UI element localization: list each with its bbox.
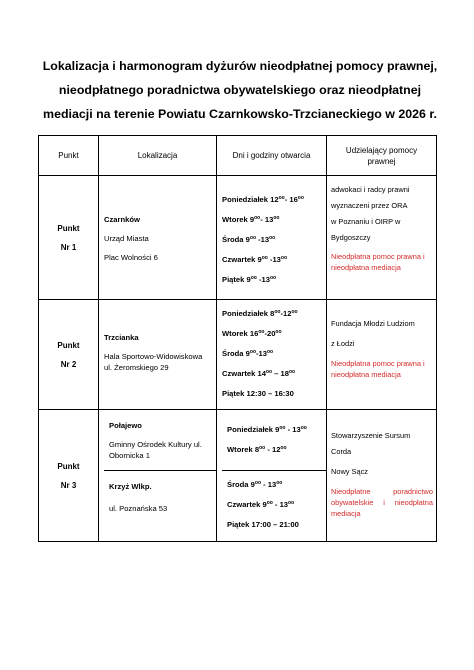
- table-row: [39, 410, 437, 542]
- end-hour: 12: [283, 309, 292, 318]
- end-hour: 13: [261, 275, 270, 284]
- page-title: [40, 54, 440, 126]
- start-minutes: oo: [261, 255, 268, 261]
- schedule-entry: [227, 424, 326, 435]
- time-separator: -: [261, 480, 268, 489]
- schedule-day: Poniedziałek: [222, 195, 269, 204]
- location-line: ul. Poznańska 53: [109, 504, 168, 513]
- start-minutes: oo: [254, 215, 261, 221]
- location-cell: [99, 300, 217, 410]
- schedule-entry: [222, 274, 326, 285]
- title-line-3: mediacji na terenie Powiatu Czarnkowsko-Trzcianeckiego w 2026 r.: [43, 107, 437, 121]
- schedule-day: Czwartek: [227, 500, 261, 509]
- punkt-label: Punkt: [57, 461, 80, 471]
- punkt-label: Punkt: [57, 223, 80, 233]
- schedule-day: Środa: [227, 480, 249, 489]
- end-minutes: oo: [273, 215, 280, 221]
- service-type: Nieodpłatne poradnictwo obywatelskie i nieodpłatna mediacja: [331, 487, 433, 518]
- start-minutes: oo: [265, 369, 273, 375]
- punkt-cell: [39, 410, 99, 542]
- end-minutes: oo: [297, 195, 304, 201]
- schedule-day: Piątek: [222, 275, 245, 284]
- time-separator: -: [256, 235, 261, 244]
- org-line: w Poznaniu i OIRP w: [331, 217, 401, 226]
- start-minutes: oo: [250, 275, 257, 281]
- location-line: Plac Wolności 6: [104, 253, 158, 262]
- org-line: Bydgoszczy: [331, 233, 371, 242]
- schedule-entry: [222, 214, 326, 225]
- schedule-day: Czwartek: [222, 369, 256, 378]
- end-minutes: oo: [280, 255, 288, 261]
- end-hour: 13: [267, 480, 277, 489]
- location-name: Trzcianka: [104, 333, 139, 342]
- schedule-entry: [222, 328, 326, 339]
- end-hour: 13: [279, 500, 289, 509]
- schedule-cell: [217, 300, 327, 410]
- punkt-label: Punkt: [57, 340, 80, 350]
- schedule-day: Środa: [222, 349, 244, 358]
- start-minutes: oo: [254, 480, 261, 486]
- end-hour: 13: [292, 425, 301, 434]
- end-minutes: oo: [291, 309, 298, 315]
- schedule-day: Czwartek: [222, 255, 256, 264]
- time-separator: -: [260, 215, 265, 224]
- end-minutes: oo: [269, 275, 277, 281]
- org-line: Nowy Sącz: [331, 467, 368, 476]
- org-line: wyznaczeni przez ORA: [331, 201, 408, 210]
- start-hour: 9: [257, 255, 262, 264]
- schedule-hours: 17:00 – 21:00: [251, 520, 299, 529]
- punkt-cell: [39, 300, 99, 410]
- start-hour: 12: [270, 195, 279, 204]
- end-minutes: oo: [276, 480, 283, 486]
- time-separator: -: [280, 309, 284, 318]
- schedule-day: Wtorek: [222, 215, 248, 224]
- location-line: Urząd Miasta: [104, 234, 149, 243]
- service-type: Nieodpłatna pomoc prawna i nieodpłatna mediacja: [331, 252, 425, 272]
- start-hour: 9: [245, 349, 250, 358]
- end-hour: 18: [280, 369, 289, 378]
- schedule-entry: [222, 308, 326, 319]
- location-line: Gminny Ośrodek Kultury ul.: [109, 440, 202, 449]
- header-lokalizacja: Lokalizacja: [99, 136, 217, 176]
- schedule-day: Piątek: [227, 520, 250, 529]
- location-line: Hala Sportowo-Widowiskowa: [104, 352, 203, 361]
- time-separator: -: [265, 445, 272, 454]
- header-punkt: Punkt: [39, 136, 99, 176]
- start-hour: 9: [250, 480, 255, 489]
- punkt-number: Nr 1: [60, 242, 77, 252]
- org-line: z Łodzi: [331, 339, 355, 348]
- schedule-entry: [222, 194, 326, 205]
- start-hour: 9: [262, 500, 267, 509]
- end-hour: 12: [271, 445, 281, 454]
- org-line: adwokaci i radcy prawni: [331, 185, 410, 194]
- schedule-day: Piątek: [222, 389, 245, 398]
- start-minutes: oo: [258, 329, 265, 335]
- start-hour: 14: [257, 369, 266, 378]
- end-hour: 13: [260, 235, 270, 244]
- start-hour: 9: [249, 215, 255, 224]
- start-hour: 9: [246, 275, 251, 284]
- location-name: Czarnków: [104, 215, 140, 224]
- start-hour: 16: [249, 329, 259, 338]
- schedule-cell: [217, 410, 327, 542]
- time-separator: –: [272, 369, 281, 378]
- time-separator: -: [256, 349, 259, 358]
- table-row: [39, 176, 437, 300]
- schedule-day: Środa: [222, 235, 244, 244]
- schedule-day: Wtorek: [222, 329, 248, 338]
- title-line-2: nieodpłatnego poradnictwa obywatelskiego oraz nieodpłatnej: [58, 83, 422, 97]
- header-udzielajacy: Udzielający pomocy prawnej: [327, 136, 437, 176]
- schedule-entry: [222, 348, 326, 359]
- organization-cell: [327, 176, 437, 300]
- schedule-day: Poniedziałek: [222, 309, 269, 318]
- time-separator: -: [267, 255, 273, 264]
- end-hour: 13: [258, 349, 267, 358]
- end-hour: 20: [266, 329, 276, 338]
- organization-cell: [327, 410, 437, 542]
- start-minutes: oo: [249, 349, 256, 355]
- punkt-cell: [39, 176, 99, 300]
- punkt-number: Nr 3: [60, 480, 77, 490]
- location-cell: [99, 176, 217, 300]
- org-line: Stowarzyszenie Sursum: [331, 431, 411, 440]
- location-line: ul. Żeromskiego 29: [104, 363, 169, 372]
- schedule-cell: [217, 176, 327, 300]
- organization-cell: [327, 300, 437, 410]
- start-hour: 8: [254, 445, 260, 454]
- start-hour: 8: [270, 309, 275, 318]
- location-name: Krzyż Wlkp.: [109, 482, 152, 491]
- schedule-entry: [227, 444, 326, 455]
- start-minutes: oo: [259, 445, 266, 451]
- start-minutes: oo: [249, 235, 256, 241]
- location-cell: [99, 410, 217, 542]
- schedule-entry: [227, 479, 326, 490]
- start-minutes: oo: [266, 500, 273, 506]
- table-row: [39, 300, 437, 410]
- time-separator: -: [284, 195, 290, 204]
- schedule-entry: [222, 254, 326, 265]
- punkt-number: Nr 2: [60, 359, 77, 369]
- location-line: Obornicka 1: [109, 451, 150, 460]
- end-hour: 13: [272, 255, 281, 264]
- end-minutes: oo: [269, 235, 276, 241]
- schedule-entry: [227, 499, 326, 510]
- time-separator: -: [264, 329, 267, 338]
- location-name: Połajewo: [109, 421, 142, 430]
- end-hour: 16: [289, 195, 298, 204]
- schedule-hours: 12:30 – 16:30: [246, 389, 294, 398]
- end-minutes: oo: [288, 369, 296, 375]
- schedule-day: Poniedziałek: [227, 425, 274, 434]
- header-dni: Dni i godziny otwarcia: [217, 136, 327, 176]
- schedule-day: Wtorek: [227, 445, 253, 454]
- schedule-entry: [222, 234, 326, 245]
- start-hour: 9: [275, 425, 280, 434]
- end-minutes: oo: [280, 445, 287, 451]
- time-separator: -: [272, 500, 280, 509]
- end-minutes: oo: [288, 500, 295, 506]
- service-type: Nieodpłatna pomoc prawna i nieodpłatna mediacja: [331, 359, 425, 379]
- end-minutes: oo: [275, 329, 282, 335]
- start-minutes: oo: [274, 309, 281, 315]
- start-minutes: oo: [278, 195, 285, 201]
- end-minutes: oo: [266, 349, 274, 355]
- org-line: Fundacja Młodzi Ludziom: [331, 319, 415, 328]
- time-separator: -: [256, 275, 262, 284]
- schedule-entry: [227, 519, 326, 530]
- schedule-entry: [222, 368, 326, 379]
- end-minutes: oo: [300, 425, 307, 431]
- title-line-1: Lokalizacja i harmonogram dyżurów nieodpłatnej pomocy prawnej,: [42, 59, 438, 73]
- start-minutes: oo: [279, 425, 286, 431]
- end-hour: 13: [264, 215, 274, 224]
- time-separator: -: [285, 425, 293, 434]
- org-line: Corda: [331, 447, 352, 456]
- schedule-table: [38, 135, 437, 542]
- schedule-entry: [222, 388, 326, 399]
- start-hour: 9: [245, 235, 250, 244]
- table-header-row: [39, 136, 437, 176]
